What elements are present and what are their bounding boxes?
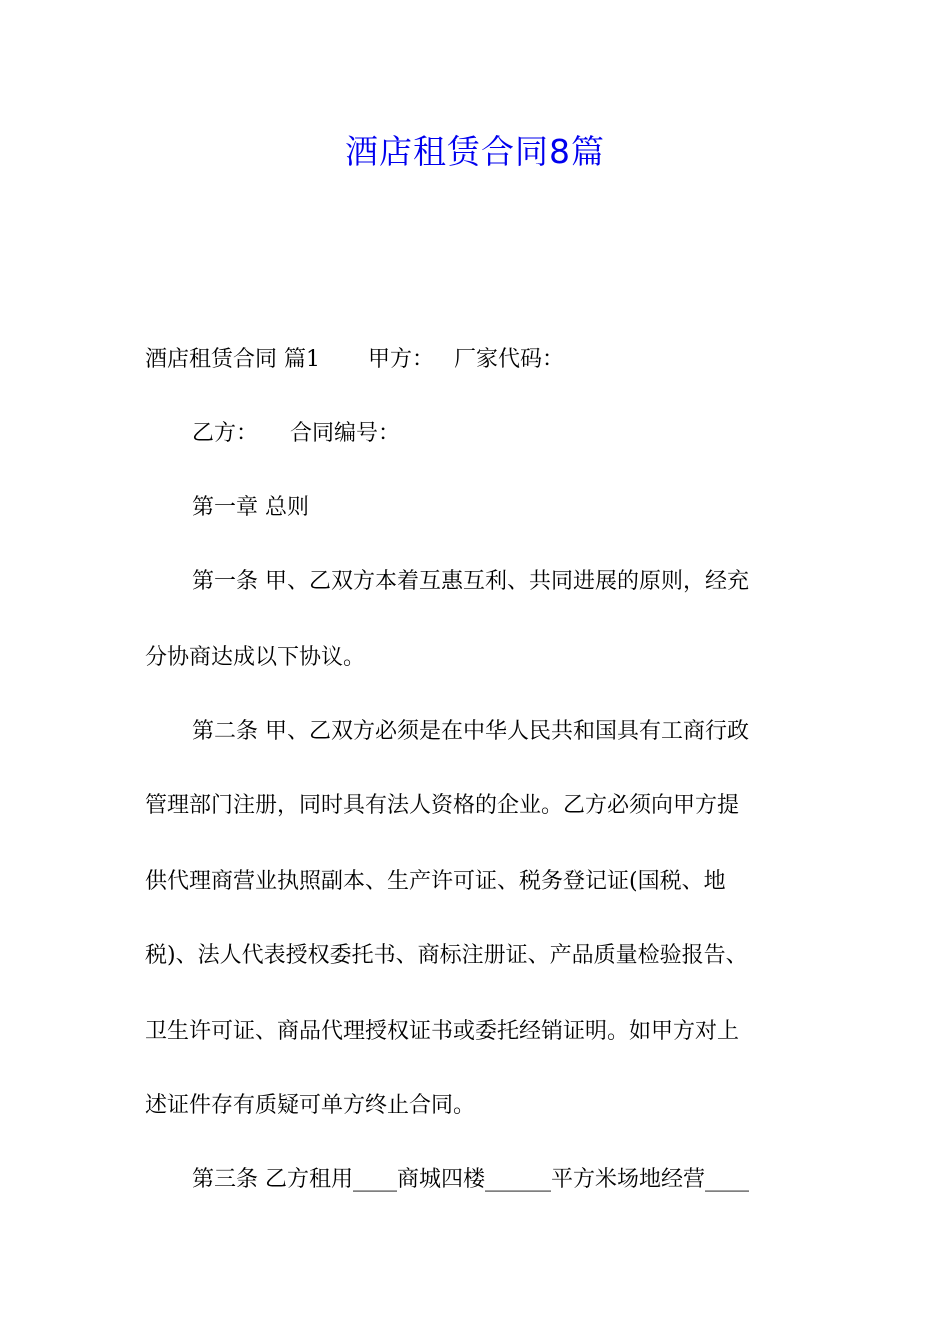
paragraph-line: 第一条 甲、乙双方本着互惠互利、共同进展的原则，经充	[192, 569, 749, 594]
party-b-label: 乙方：	[192, 421, 259, 446]
paragraph-line: 卫生许可证、商品代理授权证书或委托经销证明。如甲方对上	[145, 1019, 740, 1044]
paragraph-line: 税)、法人代表授权委托书、商标注册证、产品质量检验报告、	[145, 943, 748, 968]
paragraph-line: 管理部门注册，同时具有法人资格的企业。乙方必须向甲方提	[145, 793, 740, 818]
paragraph-line: 第三条 乙方租用____商城四楼______平方米场地经营____	[192, 1167, 749, 1192]
paragraph-line: 第二条 甲、乙双方必须是在中华人民共和国具有工商行政	[192, 719, 749, 744]
contract-number-label: 合同编号：	[290, 421, 401, 446]
paragraph-line: 分协商达成以下协议。	[145, 645, 366, 670]
contract-section-title: 酒店租赁合同 篇1	[145, 347, 320, 372]
party-a-label: 甲方：	[368, 347, 435, 372]
chapter-heading: 第一章 总则	[192, 495, 309, 520]
manufacturer-code-label: 厂家代码：	[454, 347, 565, 372]
page-title: 酒店租赁合同8篇	[345, 132, 605, 171]
paragraph-line: 供代理商营业执照副本、生产许可证、税务登记证(国税、地	[145, 869, 726, 894]
paragraph-line: 述证件存有质疑可单方终止合同。	[145, 1093, 476, 1118]
contract-heading-line	[145, 342, 810, 378]
party-b-line	[192, 416, 812, 452]
